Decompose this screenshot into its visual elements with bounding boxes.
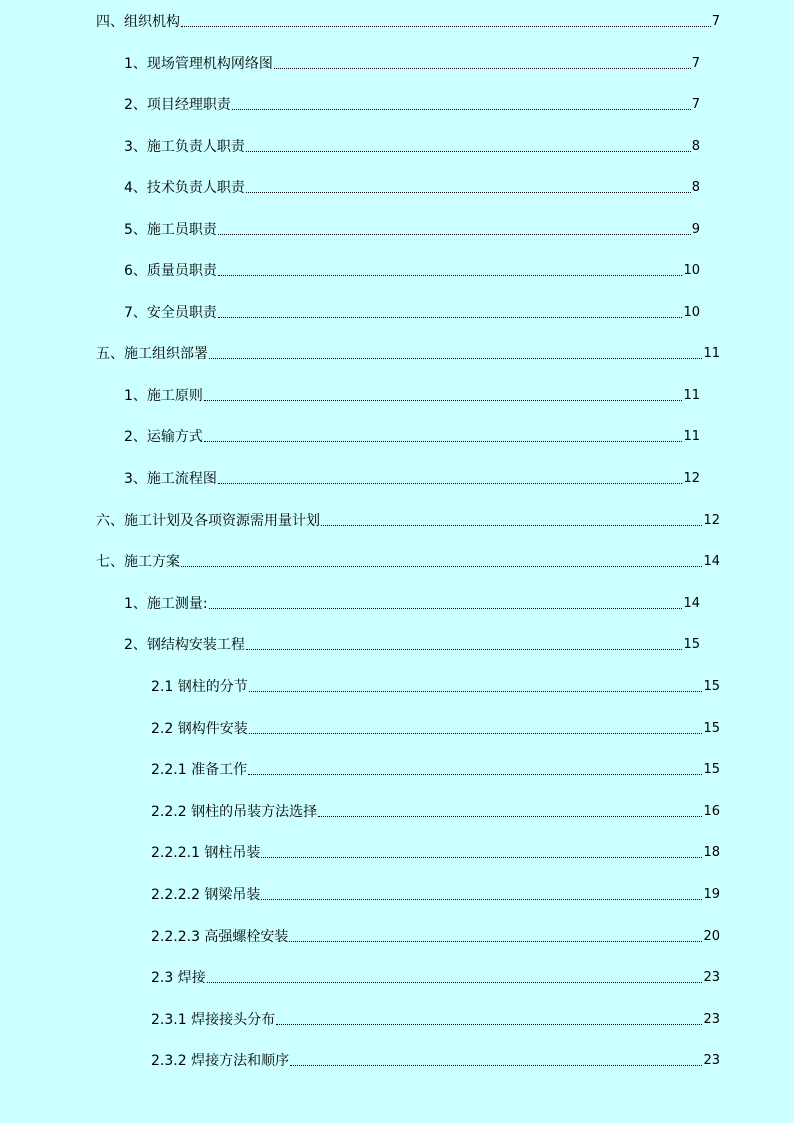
toc-entry-page: 18 xyxy=(703,845,720,860)
dot-leader xyxy=(218,316,683,318)
toc-entry-page: 8 xyxy=(691,180,700,195)
toc-entry[interactable] xyxy=(124,385,700,405)
toc-entry-page: 7 xyxy=(711,14,720,29)
toc-entry[interactable] xyxy=(151,967,720,987)
dot-leader xyxy=(290,1064,702,1066)
toc-entry[interactable] xyxy=(96,510,720,530)
toc-entry[interactable] xyxy=(96,11,720,31)
toc-entry-title: 3、施工流程图 xyxy=(124,471,217,487)
dot-leader xyxy=(209,357,702,359)
dot-leader xyxy=(246,191,691,193)
toc-entry[interactable] xyxy=(124,634,700,654)
toc-entry-page: 7 xyxy=(691,56,700,71)
toc-entry-title: 2.1 钢柱的分节 xyxy=(151,679,248,695)
toc-entry[interactable] xyxy=(151,801,720,821)
toc-entry-page: 10 xyxy=(683,263,700,278)
toc-entry[interactable] xyxy=(151,676,720,696)
dot-leader xyxy=(249,690,703,692)
toc-entry-page: 15 xyxy=(703,679,720,694)
dot-leader xyxy=(321,524,702,526)
dot-leader xyxy=(218,233,691,235)
dot-leader xyxy=(204,440,683,442)
toc-entry-page: 9 xyxy=(691,222,700,237)
toc-entry[interactable] xyxy=(124,94,700,114)
dot-leader xyxy=(209,607,683,609)
dot-leader xyxy=(246,648,683,650)
toc-entry-page: 7 xyxy=(691,97,700,112)
toc-entry-page: 15 xyxy=(683,637,700,652)
toc-entry-page: 12 xyxy=(703,513,720,528)
dot-leader xyxy=(318,815,702,817)
toc-entry-title: 2.2.2 钢柱的吊装方法选择 xyxy=(151,804,318,820)
toc-entry-page: 11 xyxy=(683,388,700,403)
toc-entry-page: 11 xyxy=(683,429,700,444)
toc-entry[interactable] xyxy=(151,884,720,904)
dot-leader xyxy=(289,940,702,942)
toc-entry[interactable] xyxy=(124,219,700,239)
toc-entry-title: 3、施工负责人职责 xyxy=(124,139,245,155)
toc-entry-title: 2.2 钢构件安装 xyxy=(151,721,248,737)
toc-entry-title: 2.2.2.1 钢柱吊装 xyxy=(151,845,261,861)
toc-entry-page: 16 xyxy=(703,804,720,819)
toc-entry-title: 2.3 焊接 xyxy=(151,970,206,986)
dot-leader xyxy=(248,773,702,775)
toc-entry-title: 6、质量员职责 xyxy=(124,263,217,279)
toc-entry-page: 12 xyxy=(683,471,700,486)
toc-entry[interactable] xyxy=(124,136,700,156)
toc-entry-title: 六、施工计划及各项资源需用量计划 xyxy=(96,513,320,529)
dot-leader xyxy=(181,25,711,27)
toc-entry-page: 14 xyxy=(683,596,700,611)
toc-entry-title: 5、施工员职责 xyxy=(124,222,217,238)
toc-entry-page: 23 xyxy=(703,1012,720,1027)
toc-entry-title: 2.2.1 准备工作 xyxy=(151,762,248,778)
toc-entry-title: 1、施工原则 xyxy=(124,388,203,404)
toc-entry-title: 2、钢结构安装工程 xyxy=(124,637,245,653)
toc-entry[interactable] xyxy=(124,593,700,613)
dot-leader xyxy=(261,898,702,900)
toc-entry-title: 2、项目经理职责 xyxy=(124,97,231,113)
toc-entry[interactable] xyxy=(151,842,720,862)
toc-entry-title: 1、施工测量: xyxy=(124,596,208,612)
toc-entry[interactable] xyxy=(124,260,700,280)
toc-entry-title: 2.2.2.2 钢梁吊装 xyxy=(151,887,261,903)
dot-leader xyxy=(232,108,691,110)
dot-leader xyxy=(181,565,702,567)
toc-entry-title: 四、组织机构 xyxy=(96,14,180,30)
toc-entry-page: 23 xyxy=(703,970,720,985)
toc-entry[interactable] xyxy=(124,177,700,197)
toc-entry-title: 七、施工方案 xyxy=(96,554,180,570)
toc-entry-title: 2.3.1 焊接接头分布 xyxy=(151,1012,276,1028)
toc-entry-title: 4、技术负责人职责 xyxy=(124,180,245,196)
toc-entry-title: 1、现场管理机构网络图 xyxy=(124,56,273,72)
toc-entry[interactable] xyxy=(151,718,720,738)
dot-leader xyxy=(207,981,703,983)
dot-leader xyxy=(274,67,691,69)
toc-entry-page: 8 xyxy=(691,139,700,154)
dot-leader xyxy=(218,482,683,484)
toc-entry-page: 20 xyxy=(703,929,720,944)
toc-entry[interactable] xyxy=(124,53,700,73)
toc-entry-title: 2、运输方式 xyxy=(124,429,203,445)
dot-leader xyxy=(261,856,702,858)
toc-entry-page: 11 xyxy=(703,346,720,361)
toc-entry[interactable] xyxy=(151,1009,720,1029)
toc-entry[interactable] xyxy=(96,551,720,571)
toc-entry-title: 五、施工组织部署 xyxy=(96,346,208,362)
dot-leader xyxy=(249,732,703,734)
toc-entry-page: 15 xyxy=(703,762,720,777)
toc-entry-title: 2.2.2.3 高强螺栓安装 xyxy=(151,929,289,945)
dot-leader xyxy=(218,274,683,276)
dot-leader xyxy=(204,399,683,401)
toc-entry-page: 23 xyxy=(703,1053,720,1068)
dot-leader xyxy=(276,1023,702,1025)
toc-entry-page: 10 xyxy=(683,305,700,320)
toc-entry-title: 2.3.2 焊接方法和顺序 xyxy=(151,1053,290,1069)
toc-entry-page: 15 xyxy=(703,721,720,736)
toc-entry[interactable] xyxy=(124,302,700,322)
toc-entry[interactable] xyxy=(124,468,700,488)
toc-entry-page: 19 xyxy=(703,887,720,902)
toc-entry[interactable] xyxy=(151,926,720,946)
toc-entry[interactable] xyxy=(124,426,700,446)
toc-entry-page: 14 xyxy=(703,554,720,569)
toc-entry[interactable] xyxy=(151,1050,720,1070)
toc-entry-title: 7、安全员职责 xyxy=(124,305,217,321)
toc-entry[interactable] xyxy=(151,759,720,779)
toc-entry[interactable] xyxy=(96,343,720,363)
dot-leader xyxy=(246,150,691,152)
